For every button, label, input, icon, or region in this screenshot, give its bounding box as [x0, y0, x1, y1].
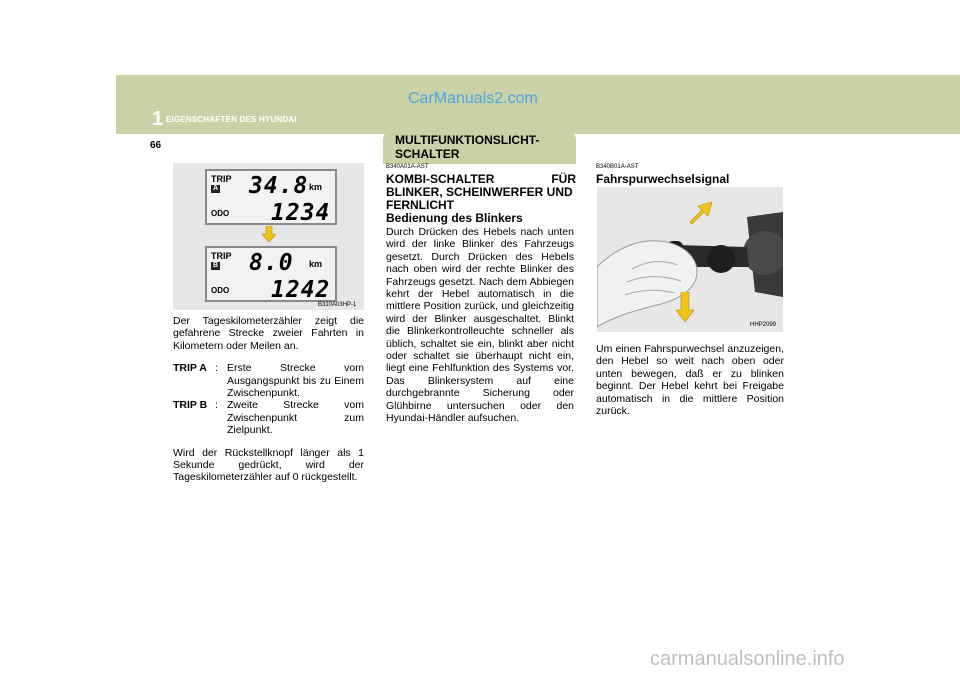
figure-code-lever: HHP2099 — [750, 322, 777, 328]
heading-fahrspurwechselsignal: Fahrspurwechselsignal — [596, 172, 730, 186]
odometer-display-a — [205, 169, 337, 225]
trip-badge: B — [212, 262, 219, 269]
reset-paragraph: Wird der Rückstellknopf länger als 1 Sekunde gedrückt, wird der Tageskilometerzähler auf 0 rückgestellt. — [173, 446, 364, 484]
chapter-title: EIGENSCHAFTEN DES HYUNDAI — [166, 115, 297, 124]
heading-word: FÜR — [551, 172, 576, 186]
section-code-fahrspur: B340B01A-AST — [596, 164, 639, 170]
odo-label: ODO — [211, 286, 230, 295]
definition-trip-a: TRIP A : Erste Strecke vom Ausgangspunkt bis zu Einem Zwischenpunkt. — [173, 362, 364, 400]
trip-value: 8.0 — [249, 250, 294, 276]
odometer-display-b — [205, 246, 337, 302]
body-paragraph: Durch Drücken des Hebels nach unten wird der linke Blinker des Fahrzeugs gesetzt. Durch Drücken des Hebels nach oben wird der rechte Blinker des Fahrzeugs gesetzt. Nach dem Abbiegen kehrt der Hebel automatisch in die mittlere Position zurück, und gleichzeitig wird der Blinker ausgeschaltet. Blinkt die Blinkerkontrolleuchte schneller als üblich, schaltet sie ein, blinkt aber nicht oder schaltet sie überhaupt nicht ein, liegt eine Fehlfunktion des Systems vor. Das Blinkersystem auf eine durchgebrannte Sicherung oder Glühbirne untersuchen oder den Hyundai-Händler aufsuchen. — [386, 226, 574, 425]
trip-label: TRIP — [211, 174, 232, 184]
odo-value: 1242 — [271, 277, 331, 303]
definition-description: Zweite Strecke vom Zwischenpunkt zum Zielpunkt. — [227, 399, 364, 437]
unit-label: km — [309, 182, 323, 192]
heading-line: BLINKER, SCHEINWERFER UND FERNLICHT — [386, 185, 573, 212]
header-band — [116, 75, 960, 134]
page-number: 66 — [150, 140, 162, 151]
middle-column-body — [386, 226, 574, 425]
odo-value: 1234 — [271, 200, 331, 226]
up-arrow-icon — [688, 200, 714, 228]
definition-description: Erste Strecke vom Ausgangspunkt bis zu Einem Zwischenpunkt. — [227, 362, 364, 400]
unit-label: km — [309, 259, 323, 269]
odo-label: ODO — [211, 209, 230, 218]
subheading-blinker: Bedienung des Blinkers — [386, 211, 523, 225]
figure-code-odometer: B310A03HP-1 — [318, 302, 357, 308]
heading-kombi-schalter — [386, 173, 576, 225]
definition-trip-b: TRIP B : Zweite Strecke vom Zwischenpunkt zum Zielpunkt. — [173, 399, 364, 437]
down-arrow-icon — [262, 226, 276, 242]
down-arrow-icon — [676, 292, 694, 322]
left-column — [173, 315, 364, 484]
section-tab-title: MULTIFUNKTIONSLICHT-SCHALTER — [395, 133, 540, 161]
trip-value: 34.8 — [249, 173, 309, 199]
watermark-bottom: carmanualsonline.info — [650, 648, 845, 670]
watermark-top: CarManuals2.com — [408, 90, 538, 107]
right-column-body — [596, 343, 784, 417]
body-paragraph: Um einen Fahrspurwechsel anzuzeigen, den Hebel so weit nach oben oder unten bewegen, daß er zu blinken beginnt. Der Hebel kehrt bei Freigabe automatisch in die mittlere Position zurück. — [596, 343, 784, 418]
trip-badge: A — [212, 185, 219, 192]
section-code-kombi: B340A01A-AST — [386, 164, 429, 170]
trip-label: TRIP — [211, 251, 232, 261]
intro-paragraph: Der Tageskilometerzähler zeigt die gefahrene Strecke zweier Fahrten in Kilometern oder Meilen an. — [173, 315, 364, 352]
chapter-number: 1 — [152, 108, 164, 130]
definition-term: TRIP B — [173, 399, 208, 412]
definition-term: TRIP A — [173, 362, 207, 375]
heading-word: KOMBI-SCHALTER — [386, 172, 495, 186]
